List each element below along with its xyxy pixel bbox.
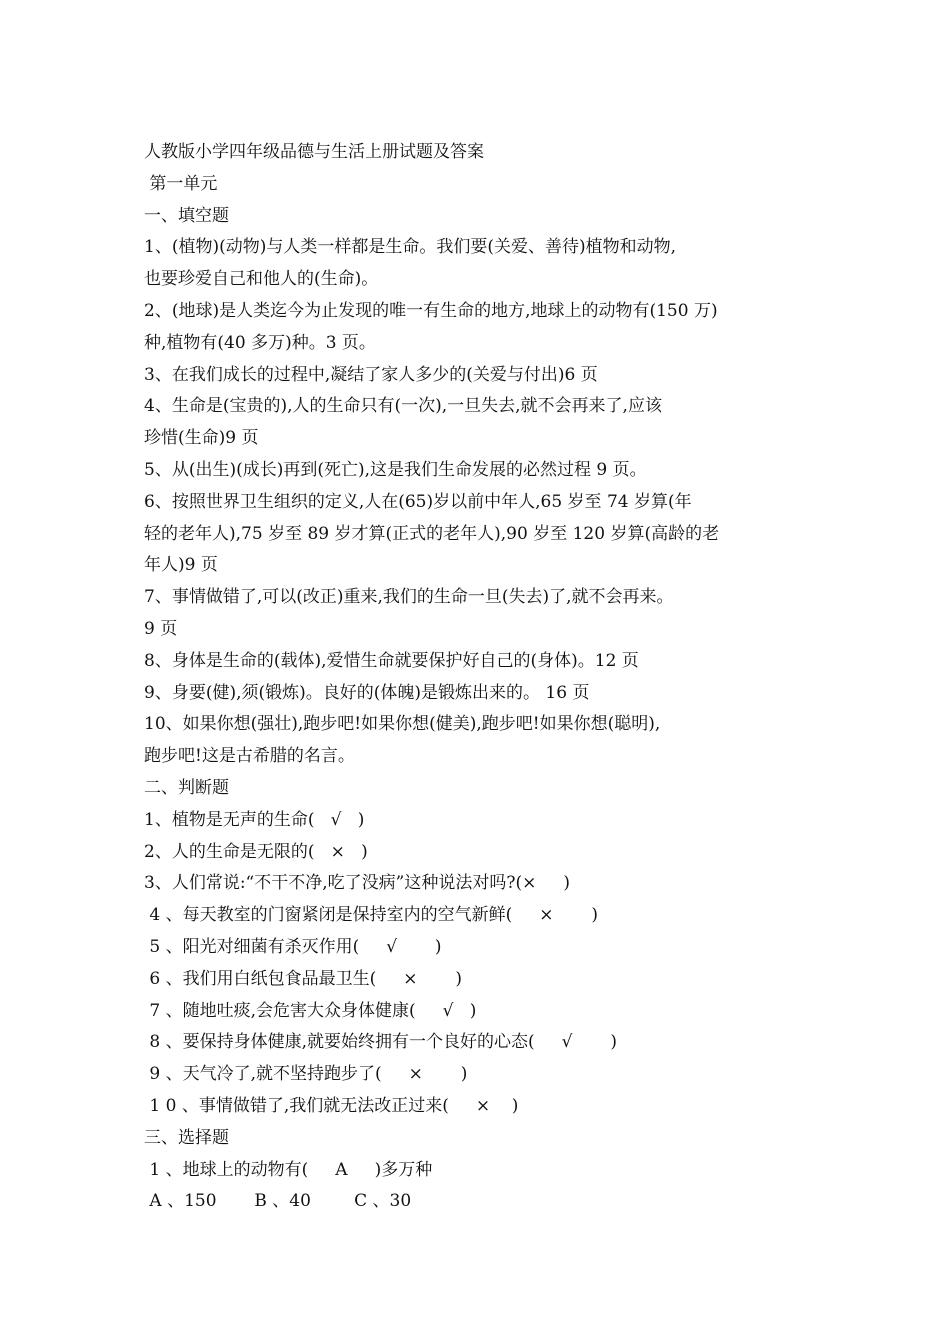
question-line: 5 、阳光对细菌有杀灭作用( √ ) bbox=[144, 936, 442, 957]
text-line: 也要珍爱自己和他人的(生命)。 bbox=[144, 269, 379, 290]
section-heading-true-false: 二、判断题 bbox=[144, 777, 229, 798]
text-line: 1、(植物)(动物)与人类一样都是生命。我们要(关爱、善待)植物和动物, bbox=[144, 237, 677, 258]
question-line: 1、植物是无声的生命( √ ) bbox=[144, 809, 365, 830]
answer-options: A 、150 B 、40 C 、30 bbox=[144, 1191, 412, 1212]
text-line: 5、从(出生)(成长)再到(死亡),这是我们生命发展的必然过程 9 页。 bbox=[144, 459, 647, 480]
text-line: 2、(地球)是人类迄今为止发现的唯一有生命的地方,地球上的动物有(150 万) bbox=[144, 300, 718, 321]
text-line: 4、生命是(宝贵的),人的生命只有(一次),一旦失去,就不会再来了,应该 bbox=[144, 396, 662, 417]
section-heading-fill-blank: 一、填空题 bbox=[144, 205, 229, 226]
question-line: 6 、我们用白纸包食品最卫生( × ) bbox=[144, 968, 462, 989]
text-line: 6、按照世界卫生组织的定义,人在(65)岁以前中年人,65 岁至 74 岁算(年 bbox=[144, 491, 692, 512]
document-body bbox=[144, 137, 814, 1218]
question-line: 9 、天气冷了,就不坚持跑步了( × ) bbox=[144, 1064, 468, 1085]
text-line: 年人)9 页 bbox=[144, 555, 218, 576]
text-line: 轻的老年人),75 岁至 89 岁才算(正式的老年人),90 岁至 120 岁算(高龄的老 bbox=[144, 523, 720, 544]
document-title: 人教版小学四年级品德与生活上册试题及答案 bbox=[144, 142, 484, 162]
text-line: 7、事情做错了,可以(改正)重来,我们的生命一旦(失去)了,就不会再来。 bbox=[144, 587, 674, 608]
unit-heading: 第一单元 bbox=[144, 173, 218, 194]
text-line: 种,植物有(40 多万)种。3 页。 bbox=[144, 332, 376, 353]
question-line: 7 、随地吐痰,会危害大众身体健康( √ ) bbox=[144, 1000, 477, 1021]
text-line: 8、身体是生命的(载体),爱惜生命就要保护好自己的(身体)。12 页 bbox=[144, 650, 639, 671]
text-line: 珍惜(生命)9 页 bbox=[144, 428, 259, 449]
question-line: 3、人们常说:“不干不净,吃了没病”这种说法对吗?(× ) bbox=[144, 873, 570, 894]
question-line: 1 、地球上的动物有( A )多万种 bbox=[144, 1159, 433, 1180]
question-line: 8 、要保持身体健康,就要始终拥有一个良好的心态( √ ) bbox=[144, 1032, 617, 1053]
question-line: 1 0 、事情做错了,我们就无法改正过来( × ) bbox=[144, 1095, 519, 1116]
text-line: 9 页 bbox=[144, 618, 178, 639]
question-line: 2、人的生命是无限的( × ) bbox=[144, 841, 368, 862]
text-line: 跑步吧!这是古希腊的名言。 bbox=[144, 746, 355, 767]
text-line: 3、在我们成长的过程中,凝结了家人多少的(关爱与付出)6 页 bbox=[144, 364, 598, 385]
section-heading-multiple-choice: 三、选择题 bbox=[144, 1127, 229, 1148]
text-line: 10、如果你想(强壮),跑步吧!如果你想(健美),跑步吧!如果你想(聪明), bbox=[144, 714, 661, 735]
text-line: 9、身要(健),须(锻炼)。良好的(体魄)是锻炼出来的。 16 页 bbox=[144, 682, 590, 703]
question-line: 4 、每天教室的门窗紧闭是保持室内的空气新鲜( × ) bbox=[144, 905, 598, 926]
